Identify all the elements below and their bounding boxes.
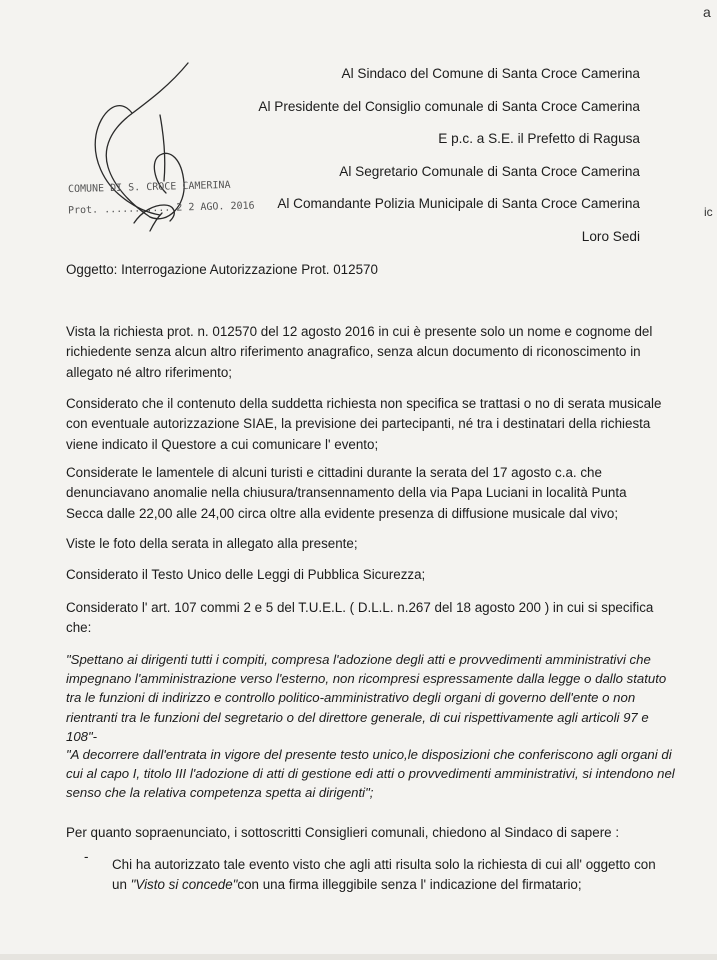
- quote-a-decorrere: "A decorrere dall'entrata in vigore del presente testo unico,le disposizioni che conferiscono agli organi di cui al capo I, titolo III l'adozione di atti di gestione edi atti o provvedimenti amministrativi, si intendono nel senso che la relativa competenza spetta ai dirigenti";: [66, 747, 675, 801]
- bullet-marker: -: [84, 849, 89, 864]
- recipients-block: [258, 64, 640, 260]
- page-bottom-edge: [0, 954, 717, 960]
- bullet-item: [112, 855, 672, 896]
- recipient-line: Al Comandante Polizia Municipale di Santa Croce Camerina: [277, 196, 640, 212]
- paragraph-foto: Viste le foto della serata in allegato alla presente;: [66, 536, 358, 551]
- recipient-line: Loro Sedi: [581, 228, 640, 244]
- bullet-text-end: con una firma illeggibile senza l' indicazione del firmatario;: [237, 877, 582, 893]
- corner-mark-top: a: [703, 4, 711, 20]
- stamp-line-2: Prot. ........... 2 2 AGO. 2016: [67, 200, 255, 217]
- paragraph-lamentele: Considerate le lamentele di alcuni turisti e cittadini durante la serata del 17 agosto c.a. che denunciavano anomalie nella chiusura/transennamento della via Papa Luciani in località Punta Secca dalle 22,00 alle 24,00 circa oltre alla evidente presenza di diffusione musicale dal vivo;: [66, 465, 627, 521]
- paragraph-contenuto-richiesta: Considerato che il contenuto della suddetta richiesta non specifica se trattasi o no di serata musicale con eventuale autorizzazione SIAE, la previsione dei partecipanti, né tra i destinatari della richiesta viene indicato il Questore a cui comunicare l' evento;: [66, 396, 662, 452]
- closing-paragraph: Per quanto sopraenunciato, i sottoscritti Consiglieri comunali, chiedono al Sindaco di sapere :: [66, 825, 620, 840]
- paragraph-testo-unico: Considerato il Testo Unico delle Leggi di Pubblica Sicurezza;: [66, 567, 426, 582]
- corner-mark-side: ic: [704, 205, 713, 219]
- recipient-line: Al Sindaco del Comune di Santa Croce Camerina: [341, 66, 640, 81]
- bullet-text-start: Chi ha autorizzato tale evento visto che agli atti risulta solo la richiesta di cui all' oggetto con un: [112, 857, 656, 893]
- bullet-text-quote: "Visto si concede": [130, 877, 238, 893]
- recipient-line: E p.c. a S.E. il Prefetto di Ragusa: [438, 131, 640, 147]
- paragraph-vista-richiesta: Vista la richiesta prot. n. 012570 del 12 agosto 2016 in cui è presente solo un nome e cognome del richiedente senza alcun altro riferimento anagrafico, senza alcun documento di riconoscimento in allegato né altro riferimento;: [66, 324, 653, 380]
- stamp-line-1: COMUNE DI S. CROCE CAMERINA: [67, 179, 231, 196]
- subject-line: Oggetto: Interrogazione Autorizzazione Prot. 012570: [66, 262, 378, 277]
- recipient-line: Al Segretario Comunale di Santa Croce Camerina: [339, 163, 640, 179]
- quote-spettano: "Spettano ai dirigenti tutti i compiti, compresa l'adozione degli atti e provvedimenti amministrativi che impegnano l'amministrazione verso l'esterno, non ricompresi espressamente dalla legge o dallo statuto tra le funzioni di indirizzo e controllo politico-amministrativo degli organi di governo dell'ente o non rientranti tra le funzioni del segretario o del direttore generale, di cui rispettivamente agli articoli 97 e 108"-: [66, 652, 667, 744]
- handwritten-signature: [60, 55, 260, 245]
- paragraph-art-107: Considerato l' art. 107 commi 2 e 5 del T.U.E.L. ( D.L.L. n.267 del 18 agosto 200 ) in cui si specifica che:: [66, 600, 654, 636]
- recipient-line: Al Presidente del Consiglio comunale di Santa Croce Camerina: [258, 98, 640, 114]
